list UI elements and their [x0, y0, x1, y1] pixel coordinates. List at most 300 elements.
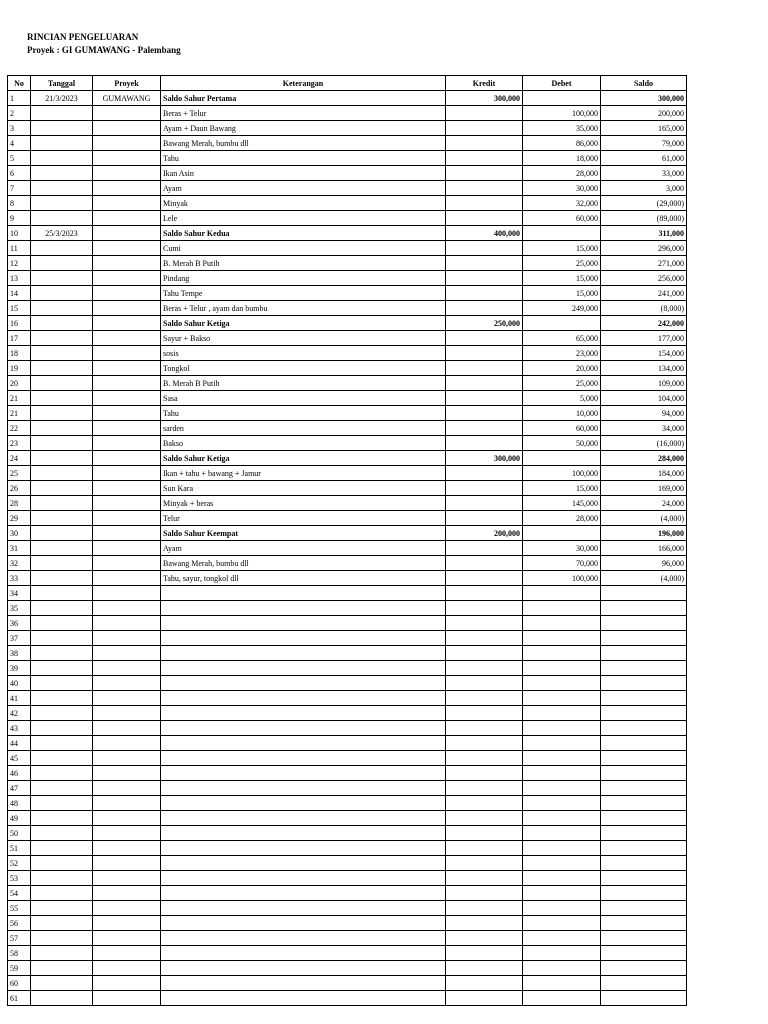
cell-proyek: [93, 676, 161, 691]
cell-kredit: [446, 136, 523, 151]
cell-proyek: [93, 421, 161, 436]
cell-debet: [523, 451, 601, 466]
cell-keterangan: Bawang Merah, bumbu dll: [161, 136, 446, 151]
cell-saldo: 311,000: [601, 226, 687, 241]
cell-tanggal: 21/3/2023: [31, 91, 93, 106]
table-row: [8, 526, 687, 541]
cell-kredit: [446, 301, 523, 316]
cell-debet: [523, 316, 601, 331]
cell-tanggal: [31, 961, 93, 976]
cell-proyek: [93, 106, 161, 121]
header-debet: Debet: [523, 76, 601, 91]
cell-no: 49: [8, 811, 31, 826]
cell-proyek: [93, 316, 161, 331]
cell-keterangan: [161, 961, 446, 976]
cell-saldo: 104,000: [601, 391, 687, 406]
cell-no: 25: [8, 466, 31, 481]
cell-debet: 30,000: [523, 541, 601, 556]
cell-keterangan: sarden: [161, 421, 446, 436]
cell-debet: [523, 901, 601, 916]
cell-saldo: 61,000: [601, 151, 687, 166]
cell-saldo: [601, 991, 687, 1006]
cell-keterangan: Minyak: [161, 196, 446, 211]
cell-proyek: [93, 631, 161, 646]
cell-debet: 70,000: [523, 556, 601, 571]
cell-saldo: 3,000: [601, 181, 687, 196]
table-row: [8, 991, 687, 1006]
cell-proyek: [93, 166, 161, 181]
cell-no: 32: [8, 556, 31, 571]
cell-no: 31: [8, 541, 31, 556]
cell-no: 3: [8, 121, 31, 136]
cell-saldo: 284,000: [601, 451, 687, 466]
cell-no: 46: [8, 766, 31, 781]
table-row: [8, 916, 687, 931]
cell-kredit: [446, 106, 523, 121]
table-row: [8, 241, 687, 256]
cell-saldo: [601, 826, 687, 841]
cell-keterangan: [161, 661, 446, 676]
cell-kredit: [446, 766, 523, 781]
table-row: [8, 736, 687, 751]
cell-saldo: 109,000: [601, 376, 687, 391]
cell-keterangan: [161, 841, 446, 856]
cell-saldo: [601, 871, 687, 886]
cell-kredit: [446, 271, 523, 286]
table-row: [8, 346, 687, 361]
cell-no: 9: [8, 211, 31, 226]
cell-tanggal: [31, 316, 93, 331]
cell-proyek: [93, 136, 161, 151]
cell-keterangan: Sayur + Bakso: [161, 331, 446, 346]
cell-debet: 145,000: [523, 496, 601, 511]
table-row: [8, 601, 687, 616]
cell-saldo: 256,000: [601, 271, 687, 286]
cell-tanggal: [31, 286, 93, 301]
cell-keterangan: [161, 616, 446, 631]
table-row: [8, 931, 687, 946]
cell-keterangan: Tahu Tempe: [161, 286, 446, 301]
cell-tanggal: [31, 331, 93, 346]
cell-kredit: [446, 871, 523, 886]
cell-saldo: [601, 901, 687, 916]
cell-proyek: [93, 871, 161, 886]
table-row: [8, 481, 687, 496]
cell-saldo: [601, 781, 687, 796]
cell-no: 12: [8, 256, 31, 271]
cell-tanggal: [31, 211, 93, 226]
cell-no: 36: [8, 616, 31, 631]
cell-debet: [523, 886, 601, 901]
cell-no: 30: [8, 526, 31, 541]
expense-table: [7, 75, 687, 1006]
cell-saldo: 79,000: [601, 136, 687, 151]
cell-no: 34: [8, 586, 31, 601]
cell-saldo: [601, 841, 687, 856]
cell-saldo: (4,000): [601, 511, 687, 526]
cell-keterangan: [161, 931, 446, 946]
cell-kredit: 300,000: [446, 91, 523, 106]
cell-no: 13: [8, 271, 31, 286]
cell-no: 53: [8, 871, 31, 886]
cell-kredit: [446, 496, 523, 511]
cell-kredit: [446, 736, 523, 751]
cell-kredit: [446, 151, 523, 166]
cell-saldo: 184,000: [601, 466, 687, 481]
cell-tanggal: [31, 391, 93, 406]
cell-debet: [523, 856, 601, 871]
cell-saldo: 134,000: [601, 361, 687, 376]
cell-keterangan: [161, 766, 446, 781]
cell-proyek: [93, 601, 161, 616]
cell-keterangan: [161, 811, 446, 826]
cell-no: 4: [8, 136, 31, 151]
cell-proyek: [93, 901, 161, 916]
cell-proyek: [93, 511, 161, 526]
cell-no: 2: [8, 106, 31, 121]
table-row: [8, 721, 687, 736]
cell-proyek: [93, 886, 161, 901]
cell-tanggal: [31, 736, 93, 751]
cell-no: 22: [8, 421, 31, 436]
table-header-row: [8, 76, 687, 91]
cell-debet: 50,000: [523, 436, 601, 451]
cell-kredit: 250,000: [446, 316, 523, 331]
cell-proyek: [93, 361, 161, 376]
table-row: [8, 691, 687, 706]
cell-debet: [523, 91, 601, 106]
cell-kredit: [446, 241, 523, 256]
cell-no: 59: [8, 961, 31, 976]
cell-debet: [523, 976, 601, 991]
cell-saldo: [601, 751, 687, 766]
cell-tanggal: [31, 361, 93, 376]
table-row: [8, 361, 687, 376]
table-row: [8, 406, 687, 421]
cell-keterangan: Bawang Merah, bumbu dll: [161, 556, 446, 571]
cell-proyek: [93, 661, 161, 676]
cell-saldo: 296,000: [601, 241, 687, 256]
cell-proyek: [93, 721, 161, 736]
cell-tanggal: [31, 406, 93, 421]
cell-kredit: [446, 466, 523, 481]
cell-debet: [523, 826, 601, 841]
cell-kredit: [446, 211, 523, 226]
cell-no: 29: [8, 511, 31, 526]
cell-saldo: (4,000): [601, 571, 687, 586]
cell-tanggal: [31, 616, 93, 631]
cell-proyek: [93, 946, 161, 961]
cell-no: 37: [8, 631, 31, 646]
table-row: [8, 616, 687, 631]
cell-debet: 10,000: [523, 406, 601, 421]
cell-keterangan: Minyak + beras: [161, 496, 446, 511]
cell-proyek: GUMAWANG: [93, 91, 161, 106]
cell-kredit: [446, 166, 523, 181]
cell-kredit: [446, 976, 523, 991]
cell-keterangan: Ayam + Daun Bawang: [161, 121, 446, 136]
cell-kredit: [446, 901, 523, 916]
cell-keterangan: Tahu, sayur, tongkol dll: [161, 571, 446, 586]
cell-keterangan: Tahu: [161, 151, 446, 166]
cell-tanggal: [31, 301, 93, 316]
cell-proyek: [93, 796, 161, 811]
cell-debet: [523, 931, 601, 946]
cell-no: 57: [8, 931, 31, 946]
cell-debet: 32,000: [523, 196, 601, 211]
cell-proyek: [93, 766, 161, 781]
cell-proyek: [93, 931, 161, 946]
cell-tanggal: [31, 781, 93, 796]
table-row: [8, 391, 687, 406]
cell-debet: 25,000: [523, 376, 601, 391]
cell-keterangan: B. Merah B Putih: [161, 256, 446, 271]
cell-no: 52: [8, 856, 31, 871]
cell-tanggal: [31, 796, 93, 811]
cell-kredit: 300,000: [446, 451, 523, 466]
table-row: [8, 196, 687, 211]
cell-debet: 60,000: [523, 211, 601, 226]
cell-proyek: [93, 991, 161, 1006]
cell-debet: [523, 631, 601, 646]
cell-keterangan: Saldo Sahur Pertama: [161, 91, 446, 106]
cell-saldo: 196,000: [601, 526, 687, 541]
table-row: [8, 946, 687, 961]
cell-saldo: 177,000: [601, 331, 687, 346]
cell-proyek: [93, 811, 161, 826]
cell-no: 51: [8, 841, 31, 856]
cell-tanggal: [31, 826, 93, 841]
cell-no: 28: [8, 496, 31, 511]
table-row: [8, 961, 687, 976]
cell-proyek: [93, 916, 161, 931]
cell-no: 11: [8, 241, 31, 256]
cell-no: 50: [8, 826, 31, 841]
cell-debet: [523, 946, 601, 961]
cell-tanggal: [31, 256, 93, 271]
cell-debet: [523, 811, 601, 826]
cell-proyek: [93, 586, 161, 601]
cell-debet: 15,000: [523, 271, 601, 286]
cell-keterangan: [161, 601, 446, 616]
cell-tanggal: [31, 916, 93, 931]
cell-kredit: [446, 406, 523, 421]
cell-debet: 18,000: [523, 151, 601, 166]
cell-tanggal: [31, 901, 93, 916]
cell-tanggal: [31, 721, 93, 736]
cell-debet: 65,000: [523, 331, 601, 346]
table-row: [8, 811, 687, 826]
table-body: [8, 91, 687, 1006]
cell-kredit: [446, 826, 523, 841]
cell-debet: 249,000: [523, 301, 601, 316]
cell-kredit: [446, 256, 523, 271]
cell-proyek: [93, 781, 161, 796]
cell-saldo: [601, 976, 687, 991]
cell-saldo: 200,000: [601, 106, 687, 121]
cell-keterangan: [161, 736, 446, 751]
cell-debet: 15,000: [523, 481, 601, 496]
table-row: [8, 766, 687, 781]
table-row: [8, 826, 687, 841]
cell-saldo: [601, 916, 687, 931]
cell-kredit: [446, 781, 523, 796]
cell-saldo: 154,000: [601, 346, 687, 361]
cell-proyek: [93, 271, 161, 286]
table-row: [8, 571, 687, 586]
cell-keterangan: [161, 796, 446, 811]
cell-proyek: [93, 226, 161, 241]
cell-proyek: [93, 121, 161, 136]
cell-kredit: [446, 286, 523, 301]
cell-no: 16: [8, 316, 31, 331]
cell-saldo: 96,000: [601, 556, 687, 571]
cell-keterangan: [161, 901, 446, 916]
cell-proyek: [93, 436, 161, 451]
cell-no: 7: [8, 181, 31, 196]
cell-keterangan: sosis: [161, 346, 446, 361]
cell-kredit: 400,000: [446, 226, 523, 241]
cell-debet: [523, 781, 601, 796]
cell-tanggal: [31, 436, 93, 451]
cell-keterangan: [161, 826, 446, 841]
cell-debet: 100,000: [523, 571, 601, 586]
cell-kredit: [446, 196, 523, 211]
cell-debet: 35,000: [523, 121, 601, 136]
cell-tanggal: [31, 421, 93, 436]
cell-proyek: [93, 541, 161, 556]
cell-kredit: [446, 616, 523, 631]
cell-debet: [523, 646, 601, 661]
table-row: [8, 796, 687, 811]
cell-kredit: [446, 721, 523, 736]
table-row: [8, 661, 687, 676]
table-row: [8, 271, 687, 286]
cell-kredit: [446, 856, 523, 871]
cell-tanggal: [31, 481, 93, 496]
cell-kredit: [446, 661, 523, 676]
cell-proyek: [93, 826, 161, 841]
cell-no: 6: [8, 166, 31, 181]
cell-no: 15: [8, 301, 31, 316]
table-row: [8, 451, 687, 466]
cell-no: 5: [8, 151, 31, 166]
cell-saldo: [601, 946, 687, 961]
cell-keterangan: Saldo Sahur Ketiga: [161, 451, 446, 466]
cell-saldo: 34,000: [601, 421, 687, 436]
table-row: [8, 211, 687, 226]
cell-tanggal: [31, 856, 93, 871]
cell-proyek: [93, 241, 161, 256]
cell-keterangan: Ikan Asin: [161, 166, 446, 181]
cell-debet: 23,000: [523, 346, 601, 361]
cell-debet: 28,000: [523, 511, 601, 526]
cell-debet: [523, 916, 601, 931]
cell-no: 43: [8, 721, 31, 736]
cell-no: 20: [8, 376, 31, 391]
cell-no: 23: [8, 436, 31, 451]
cell-kredit: [446, 511, 523, 526]
cell-debet: [523, 676, 601, 691]
cell-keterangan: [161, 586, 446, 601]
cell-no: 61: [8, 991, 31, 1006]
cell-keterangan: Saldo Sahur Keempat: [161, 526, 446, 541]
cell-tanggal: [31, 526, 93, 541]
cell-debet: [523, 871, 601, 886]
cell-keterangan: Sasa: [161, 391, 446, 406]
cell-kredit: [446, 541, 523, 556]
table-row: [8, 586, 687, 601]
cell-debet: [523, 601, 601, 616]
cell-kredit: [446, 796, 523, 811]
cell-proyek: [93, 691, 161, 706]
cell-kredit: [446, 751, 523, 766]
cell-tanggal: [31, 871, 93, 886]
cell-kredit: [446, 571, 523, 586]
cell-tanggal: [31, 661, 93, 676]
cell-saldo: 169,000: [601, 481, 687, 496]
table-row: [8, 316, 687, 331]
cell-tanggal: [31, 946, 93, 961]
cell-debet: [523, 796, 601, 811]
table-row: [8, 151, 687, 166]
cell-kredit: [446, 331, 523, 346]
cell-proyek: [93, 151, 161, 166]
table-row: [8, 511, 687, 526]
cell-saldo: 300,000: [601, 91, 687, 106]
cell-tanggal: [31, 346, 93, 361]
cell-debet: 100,000: [523, 466, 601, 481]
cell-saldo: 241,000: [601, 286, 687, 301]
cell-no: 44: [8, 736, 31, 751]
cell-debet: [523, 661, 601, 676]
cell-saldo: [601, 961, 687, 976]
cell-keterangan: Beras + Telur , ayam dan bumbu: [161, 301, 446, 316]
cell-tanggal: [31, 886, 93, 901]
cell-saldo: [601, 811, 687, 826]
cell-debet: [523, 526, 601, 541]
cell-tanggal: [31, 646, 93, 661]
cell-no: 33: [8, 571, 31, 586]
cell-kredit: [446, 586, 523, 601]
cell-kredit: [446, 676, 523, 691]
cell-proyek: [93, 181, 161, 196]
cell-tanggal: [31, 451, 93, 466]
cell-saldo: [601, 661, 687, 676]
cell-keterangan: Ayam: [161, 181, 446, 196]
cell-tanggal: [31, 706, 93, 721]
cell-saldo: [601, 706, 687, 721]
cell-saldo: [601, 766, 687, 781]
cell-proyek: [93, 706, 161, 721]
cell-no: 48: [8, 796, 31, 811]
cell-keterangan: [161, 991, 446, 1006]
cell-proyek: [93, 301, 161, 316]
header-no: No: [8, 76, 31, 91]
document-subtitle: Proyek : GI GUMAWANG - Palembang: [27, 45, 181, 55]
cell-tanggal: [31, 991, 93, 1006]
cell-kredit: [446, 916, 523, 931]
cell-tanggal: 25/3/2023: [31, 226, 93, 241]
table-row: [8, 436, 687, 451]
cell-kredit: [446, 481, 523, 496]
cell-tanggal: [31, 691, 93, 706]
cell-tanggal: [31, 586, 93, 601]
cell-no: 55: [8, 901, 31, 916]
cell-saldo: [601, 691, 687, 706]
table-row: [8, 871, 687, 886]
cell-debet: [523, 766, 601, 781]
